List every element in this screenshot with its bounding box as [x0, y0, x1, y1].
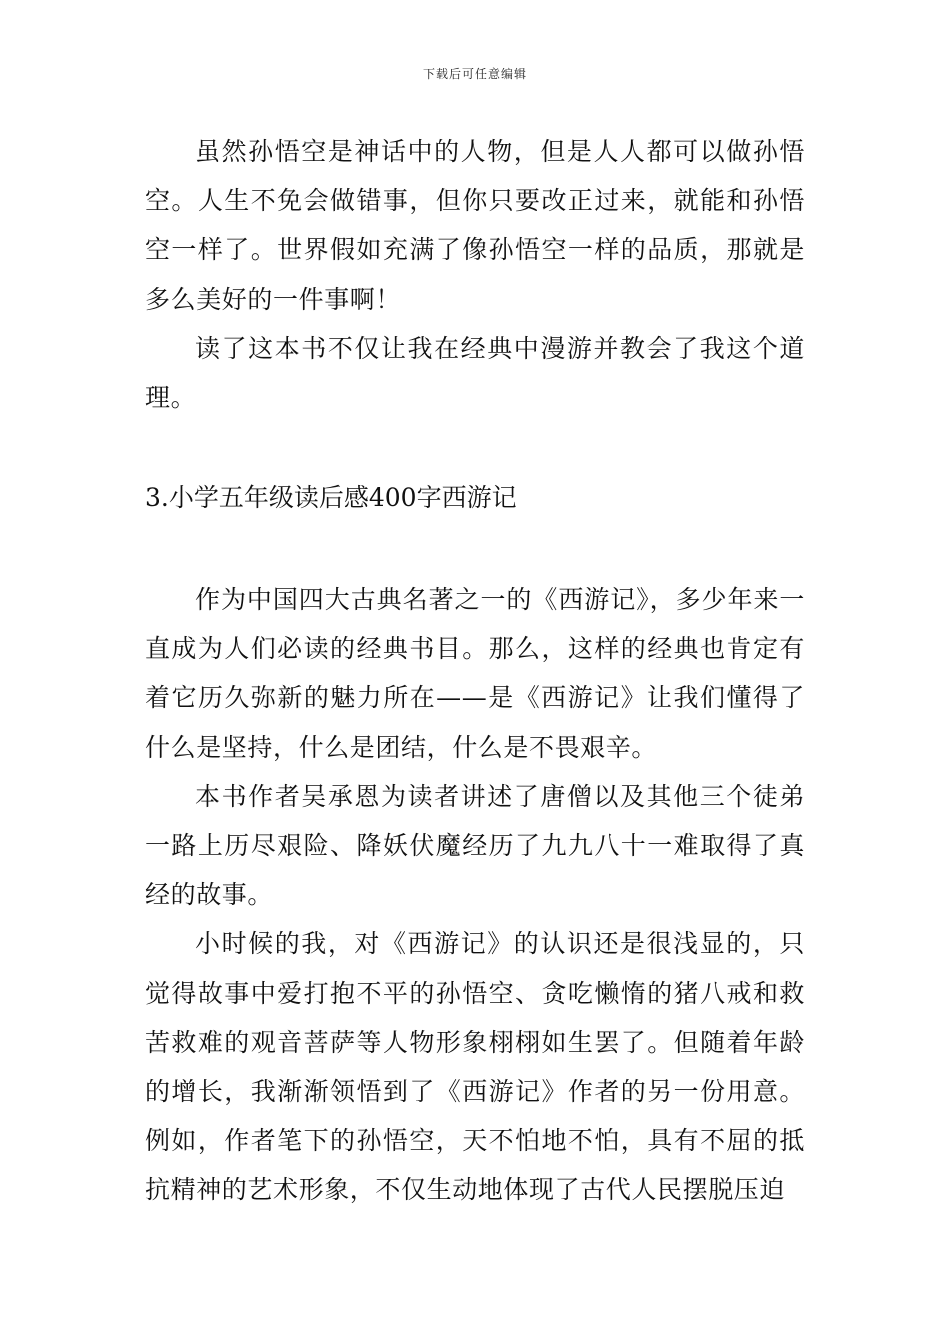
section-1-text: [145, 127, 805, 422]
section-3-text: [145, 575, 805, 1215]
section-3-heading: 3.小学五年级读后感400字西游记: [145, 483, 517, 512]
page-header-note: 下载后可任意编辑: [422, 67, 527, 81]
paragraph: 小时候的我，对《西游记》的认识还是很浅显的，只觉得故事中爱打抱不平的孙悟空、贪吃懒惰的猪八戒和救苦救难的观音菩萨等人物形象栩栩如生罢了。但随着年龄的增长，我渐渐领悟到了《西游记》作者的另一份用意。例如，作者笔下的孙悟空，天不怕地不怕，具有不屈的抵抗精神的艺术形象，不仅生动地体现了古代人民摆脱压迫: [145, 929, 805, 1205]
paragraph: 本书作者吴承恩为读者讲述了唐僧以及其他三个徒弟一路上历尽艰险、降妖伏魔经历了九九八十一难取得了真经的故事。: [145, 781, 805, 910]
paragraph: 读了这本书不仅让我在经典中漫游并教会了我这个道理。: [145, 333, 805, 413]
paragraph: 虽然孙悟空是神话中的人物，但是人人都可以做孙悟空。人生不免会做错事，但你只要改正过来，就能和孙悟空一样了。世界假如充满了像孙悟空一样的品质，那就是多么美好的一件事啊！: [145, 137, 805, 314]
paragraph: 作为中国四大古典名著之一的《西游记》，多少年来一直成为人们必读的经典书目。那么，这样的经典也肯定有着它历久弥新的魅力所在——是《西游记》让我们懂得了什么是坚持，什么是团结，什么是不畏艰辛。: [145, 585, 805, 762]
